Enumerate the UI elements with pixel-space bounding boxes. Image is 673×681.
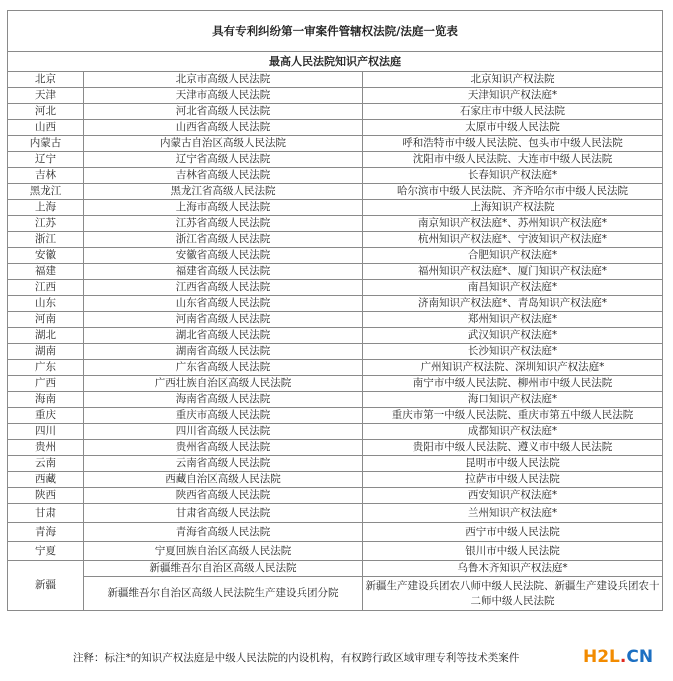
table-row [8,120,663,136]
region-cell: 北京 [8,72,84,88]
first-instance-court-cell: 太原市中级人民法院 [363,120,663,136]
court-jurisdiction-table-sheet [7,10,662,611]
first-instance-court-cell: 南昌知识产权法庭* [363,280,663,296]
high-court-cell: 天津市高级人民法院 [84,88,363,104]
first-instance-court-cell: 郑州知识产权法庭* [363,312,663,328]
region-cell: 青海 [8,523,84,542]
table-row [8,504,663,523]
region-cell: 四川 [8,424,84,440]
high-court-cell: 河南省高级人民法院 [84,312,363,328]
region-cell: 浙江 [8,232,84,248]
high-court-cell: 吉林省高级人民法院 [84,168,363,184]
first-instance-court-cell: 哈尔滨市中级人民法院、齐齐哈尔市中级人民法院 [363,184,663,200]
table-row [8,216,663,232]
high-court-cell: 重庆市高级人民法院 [84,408,363,424]
first-instance-court-cell: 上海知识产权法院 [363,200,663,216]
watermark-part-3: CN [626,647,654,667]
first-instance-court-cell: 贵阳市中级人民法院、遵义市中级人民法院 [363,440,663,456]
watermark-logo [583,647,653,667]
first-instance-court-cell: 南宁市中级人民法院、柳州市中级人民法院 [363,376,663,392]
table-row [8,561,663,577]
region-cell: 湖北 [8,328,84,344]
table-row [8,152,663,168]
high-court-cell: 宁夏回族自治区高级人民法院 [84,542,363,561]
high-court-cell: 新疆维吾尔自治区高级人民法院 [84,561,363,577]
region-cell: 山西 [8,120,84,136]
court-jurisdiction-table [7,10,663,611]
table-row [8,472,663,488]
first-instance-court-cell: 昆明市中级人民法院 [363,456,663,472]
region-cell: 吉林 [8,168,84,184]
region-cell: 新疆 [8,561,84,611]
table-row [8,184,663,200]
high-court-cell: 青海省高级人民法院 [84,523,363,542]
table-row [8,542,663,561]
first-instance-court-cell: 长春知识产权法庭* [363,168,663,184]
table-row [8,577,663,611]
high-court-cell: 西藏自治区高级人民法院 [84,472,363,488]
first-instance-court-cell: 天津知识产权法庭* [363,88,663,104]
high-court-cell: 广东省高级人民法院 [84,360,363,376]
high-court-cell: 江苏省高级人民法院 [84,216,363,232]
first-instance-court-cell: 成都知识产权法庭* [363,424,663,440]
high-court-cell: 河北省高级人民法院 [84,104,363,120]
table-title: 具有专利纠纷第一审案件管辖权法院/法庭一览表 [8,11,663,52]
high-court-cell: 江西省高级人民法院 [84,280,363,296]
region-cell: 江西 [8,280,84,296]
region-cell: 云南 [8,456,84,472]
high-court-cell: 四川省高级人民法院 [84,424,363,440]
region-cell: 河北 [8,104,84,120]
high-court-cell: 贵州省高级人民法院 [84,440,363,456]
first-instance-court-cell: 西安知识产权法庭* [363,488,663,504]
first-instance-court-cell: 乌鲁木齐知识产权法庭* [363,561,663,577]
high-court-cell: 山东省高级人民法院 [84,296,363,312]
table-row [8,456,663,472]
first-instance-court-cell: 石家庄市中级人民法院 [363,104,663,120]
table-row [8,488,663,504]
table-row [8,392,663,408]
footnote: 注释：标注*的知识产权法庭是中级人民法院的内设机构，有权跨行政区域审理专利等技术类案件 [73,652,520,664]
table-row [8,344,663,360]
region-cell: 西藏 [8,472,84,488]
high-court-cell: 内蒙古自治区高级人民法院 [84,136,363,152]
table-row [8,424,663,440]
region-cell: 湖南 [8,344,84,360]
high-court-cell: 广西壮族自治区高级人民法院 [84,376,363,392]
table-row [8,72,663,88]
table-row [8,104,663,120]
first-instance-court-cell: 杭州知识产权法庭*、宁波知识产权法庭* [363,232,663,248]
high-court-cell: 山西省高级人民法院 [84,120,363,136]
region-cell: 安徽 [8,248,84,264]
region-cell: 重庆 [8,408,84,424]
table-row [8,232,663,248]
table-row [8,280,663,296]
high-court-cell: 湖北省高级人民法院 [84,328,363,344]
region-cell: 上海 [8,200,84,216]
region-cell: 辽宁 [8,152,84,168]
high-court-cell: 浙江省高级人民法院 [84,232,363,248]
first-instance-court-cell: 呼和浩特市中级人民法院、包头市中级人民法院 [363,136,663,152]
first-instance-court-cell: 福州知识产权法庭*、厦门知识产权法庭* [363,264,663,280]
region-cell: 宁夏 [8,542,84,561]
region-cell: 甘肃 [8,504,84,523]
supreme-court-header: 最高人民法院知识产权法庭 [8,52,663,72]
high-court-cell: 甘肃省高级人民法院 [84,504,363,523]
region-cell: 内蒙古 [8,136,84,152]
high-court-cell: 湖南省高级人民法院 [84,344,363,360]
region-cell: 贵州 [8,440,84,456]
table-row [8,360,663,376]
first-instance-court-cell: 海口知识产权法庭* [363,392,663,408]
table-row [8,523,663,542]
watermark-part-1: H2L [583,647,620,667]
first-instance-court-cell: 济南知识产权法庭*、青岛知识产权法庭* [363,296,663,312]
table-row [8,88,663,104]
first-instance-court-cell: 重庆市第一中级人民法院、重庆市第五中级人民法院 [363,408,663,424]
high-court-cell: 北京市高级人民法院 [84,72,363,88]
region-cell: 广东 [8,360,84,376]
first-instance-court-cell: 长沙知识产权法庭* [363,344,663,360]
first-instance-court-cell: 南京知识产权法庭*、苏州知识产权法庭* [363,216,663,232]
region-cell: 天津 [8,88,84,104]
region-cell: 福建 [8,264,84,280]
high-court-cell: 上海市高级人民法院 [84,200,363,216]
table-row [8,200,663,216]
first-instance-court-cell: 银川市中级人民法院 [363,542,663,561]
high-court-cell: 海南省高级人民法院 [84,392,363,408]
region-cell: 江苏 [8,216,84,232]
table-row [8,248,663,264]
region-cell: 山东 [8,296,84,312]
table-row [8,312,663,328]
high-court-cell: 黑龙江省高级人民法院 [84,184,363,200]
first-instance-court-cell: 西宁市中级人民法院 [363,523,663,542]
first-instance-court-cell: 武汉知识产权法庭* [363,328,663,344]
table-row [8,408,663,424]
table-row [8,168,663,184]
high-court-cell: 辽宁省高级人民法院 [84,152,363,168]
high-court-cell: 安徽省高级人民法院 [84,248,363,264]
high-court-cell: 陕西省高级人民法院 [84,488,363,504]
first-instance-court-cell: 拉萨市中级人民法院 [363,472,663,488]
region-cell: 黑龙江 [8,184,84,200]
first-instance-court-cell: 新疆生产建设兵团农八师中级人民法院、新疆生产建设兵团农十二师中级人民法院 [363,577,663,611]
high-court-cell: 云南省高级人民法院 [84,456,363,472]
table-row [8,136,663,152]
table-row [8,440,663,456]
table-row [8,264,663,280]
first-instance-court-cell: 北京知识产权法院 [363,72,663,88]
table-row [8,328,663,344]
table-row [8,296,663,312]
high-court-cell: 福建省高级人民法院 [84,264,363,280]
region-cell: 海南 [8,392,84,408]
table-row [8,376,663,392]
region-cell: 河南 [8,312,84,328]
first-instance-court-cell: 合肥知识产权法庭* [363,248,663,264]
first-instance-court-cell: 兰州知识产权法庭* [363,504,663,523]
watermark-part-2: . [619,647,627,667]
region-cell: 陕西 [8,488,84,504]
first-instance-court-cell: 沈阳市中级人民法院、大连市中级人民法院 [363,152,663,168]
first-instance-court-cell: 广州知识产权法院、深圳知识产权法庭* [363,360,663,376]
region-cell: 广西 [8,376,84,392]
high-court-cell: 新疆维吾尔自治区高级人民法院生产建设兵团分院 [84,577,363,611]
